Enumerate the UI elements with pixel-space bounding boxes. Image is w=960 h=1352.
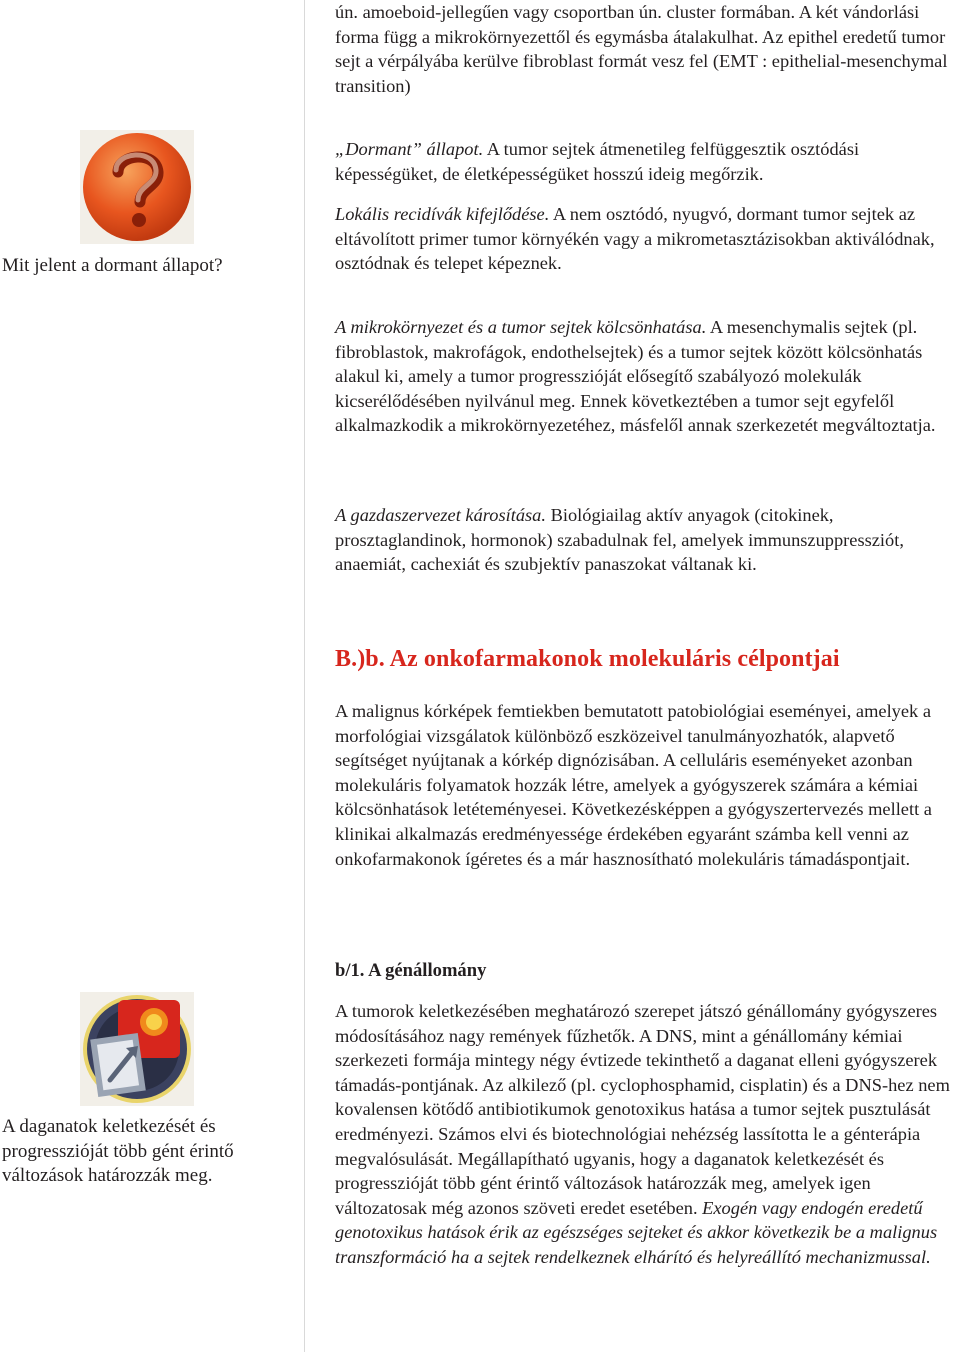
intro-paragraph: A malignus kórképek femtiekben bemutatott patobiológiai eseményei, amelyek a morfológiai vizsgálatok különböző eszközeivel tanulmányozhatók, alapvető segítséget nyújtanak a kórkép dignózisában. A celluláris eseményeket azonban molekuláris folyamatok hozzák létre, amelyek a gyógyszerek számára a kémiai kölcsönhatások letéteményesei. Következésképpen a gyógyszertervezés mellett a klinikai alkalmazás eredményessége érdekében egyaránt számba kell venni az onkofarmakonok ígéretes és a már hasznosítható molekuláris támadáspontjait. (335, 701, 932, 869)
dormant-paragraph: „Dormant” állapot. A tumor sejtek átmenetileg felfüggesztik osztódási képességüket, de életképességüket hosszú ideig megőrzik. (335, 139, 860, 184)
subsection-heading: b/1. A génállomány (335, 960, 487, 981)
host-damage-paragraph: A gazdaszervezet károsítása. Biológiailag aktív anyagok (citokinek, prosztaglandinok, hormonok) szabadulnak fel, amelyek immunszuppressziót, anaemiát, cachexiát és szubjektív panaszokat váltanak ki. (335, 505, 904, 575)
section-heading: B.)b. Az onkofarmakonok molekuláris célpontjai (335, 646, 840, 672)
recidive-paragraph: Lokális recidívák kifejlődése. A nem osztódó, nyugvó, dormant tumor sejtek az eltávolított primer tumor környékén vagy a mikrometasztázisokban aktiválódnak, osztódnak és telepet képeznek. (335, 204, 935, 274)
genome-paragraph: A tumorok keletkezésében meghatározó szerepet játszó génállomány gyógyszeres módosításához nagy remények fűzhetők. A DNS, mint a génállomány kémiai szerkezeti formája mintegy négy évtizede tekinthető a daganat elleni gyógyszerek támadás-pontjának. Az alkilező (pl. cyclophosphamid, cisplatin) és a DNS-hez nem kovalensen kötődő antibiotikumok genotoxikus hatása a tumor sejtek pusztulását eredményezi. Számos elvi és biotechnológiai nehézség lassította le a génterápia megvalósulását. Megállapítható ugyanis, hogy a daganatok keletkezését és progresszióját több gént érintő változások határozzák meg, amelyek igen változatosak még azonos szöveti eredet esetében. Exogén vagy endogén eredetű genotoxikus hatások érik az egészséges sejteket és akkor következik be a malignus transzformáció ha a sejtek rendelkeznek elhárító és helyreállító mechanizmussal. (335, 1001, 950, 1267)
target-arrow-icon (80, 992, 194, 1106)
question-mark-icon (80, 130, 194, 244)
column-divider (304, 0, 305, 1352)
side-note-genes: A daganatok keletkezését és progresszióját több gént érintő változások határozzák meg. (2, 1116, 234, 1186)
migration-paragraph: ún. amoeboid-jellegűen vagy csoportban ún. cluster formában. A két vándorlási forma függ a mikrokörnyezettől és egymásba átalakulhat. Az epithel eredetű tumor sejt a vérpályába kerülve fibroblast formát vesz fel (EMT : epithelial-mesenchymal transition) (335, 2, 948, 96)
microenvironment-paragraph: A mikrokörnyezet és a tumor sejtek kölcsönhatása. A mesenchymalis sejtek (pl. fibroblastok, makrofágok, endothelsejtek) és a tumor sejtek között kölcsönhatás alakul ki, amely a tumor progresszióját elősegítő szabályozó molekulák kicserélődésében nyilvánul meg. Ennek következtében a tumor sejt egyfelől alkalmazkodik a mikrokörnyezetéhez, másfelől annak szerkezetét megváltoztatja. (335, 317, 936, 436)
side-note-dormant: Mit jelent a dormant állapot? (2, 255, 223, 276)
